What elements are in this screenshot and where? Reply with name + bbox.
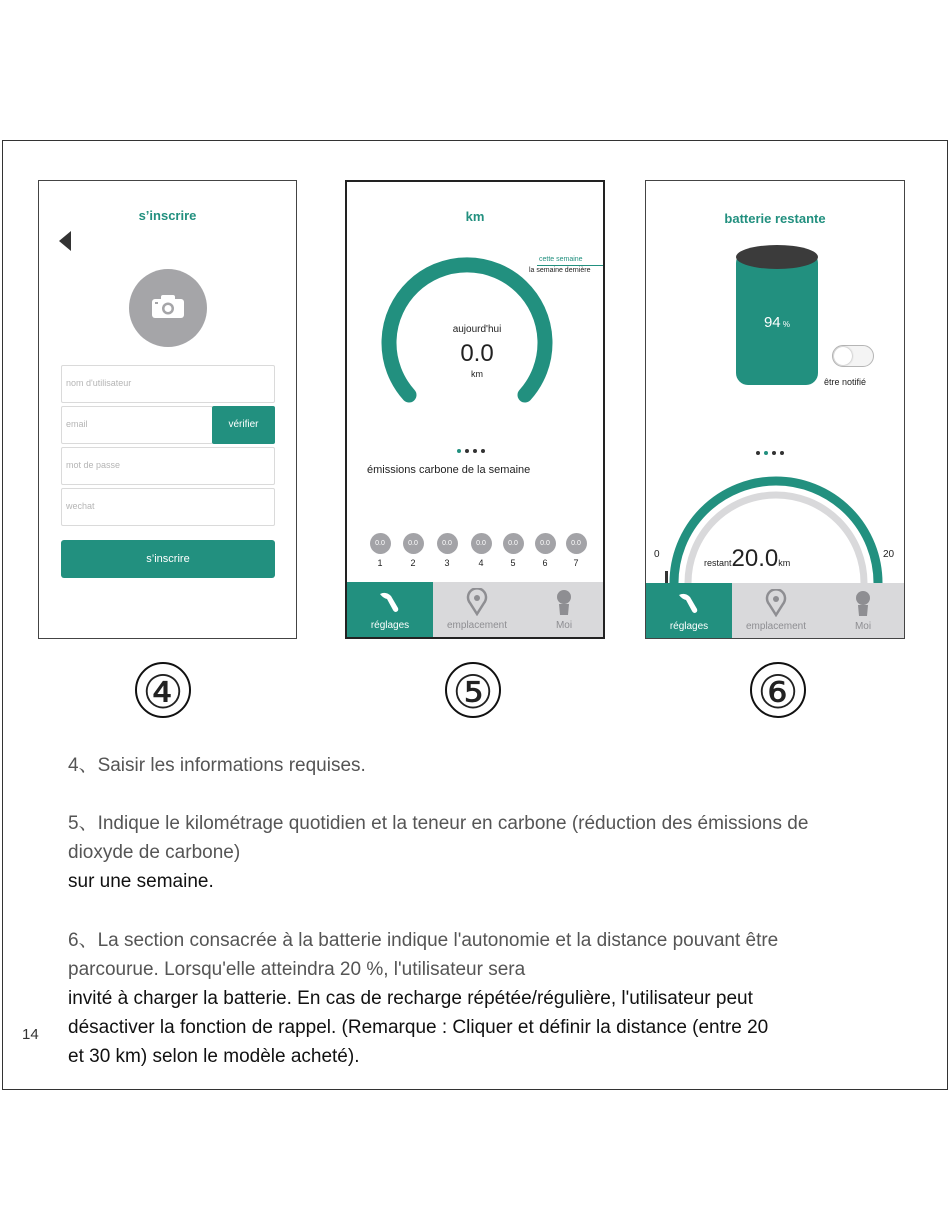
wrench-icon	[377, 588, 403, 614]
wechat-field[interactable]: wechat	[61, 488, 275, 526]
today-label: aujourd'hui	[452, 324, 502, 335]
gauge-max: 20	[883, 549, 895, 560]
step-5-text-line3: sur une semaine.	[68, 871, 214, 892]
screen-title: s’inscrire	[138, 208, 197, 223]
tab-bar	[646, 583, 904, 638]
notify-toggle[interactable]	[832, 345, 874, 367]
location-pin-icon	[466, 588, 488, 616]
step-6-text-line1: 6、La section consacrée à la batterie indique l'autonomie et la distance pouvant être	[68, 930, 779, 951]
tab-settings[interactable]: réglages	[347, 582, 433, 637]
user-icon	[553, 588, 575, 616]
location-pin-icon	[765, 589, 787, 617]
day-4[interactable]: 0.0 4	[470, 533, 492, 568]
day-1[interactable]: 0.0 1	[369, 533, 391, 568]
step-6-text-line3: invité à charger la batterie. En cas de recharge répétée/régulière, l'utilisateur peut	[68, 988, 753, 1009]
gauge-min: 0	[654, 549, 660, 560]
back-arrow-icon[interactable]	[59, 231, 71, 251]
remaining-readout: restant20.0km	[704, 545, 791, 572]
today-unit: km	[471, 369, 483, 379]
step-number-6: ⑥	[750, 662, 806, 718]
battery-cap	[736, 245, 818, 269]
page-indicator	[754, 447, 786, 457]
signup-screen	[38, 180, 297, 639]
day-2[interactable]: 0.0 2	[402, 533, 424, 568]
verify-button[interactable]: vérifier	[212, 406, 275, 444]
signup-button[interactable]: s’inscrire	[61, 540, 275, 578]
today-value: 0.0	[460, 340, 494, 367]
screen-title: km	[465, 209, 485, 224]
day-6[interactable]: 0.0 6	[534, 533, 556, 568]
day-5[interactable]: 0.0 5	[502, 533, 524, 568]
weekly-emissions-title: émissions carbone de la semaine	[367, 464, 531, 476]
tab-settings[interactable]: réglages	[646, 583, 732, 638]
tab-location[interactable]: emplacement	[433, 582, 521, 637]
km-screen	[345, 180, 605, 639]
step-4-text: 4、Saisir les informations requises.	[68, 755, 366, 776]
legend-this-week[interactable]: cette semaine	[539, 256, 583, 263]
step-5-text-line2: dioxyde de carbone)	[68, 842, 241, 863]
day-7[interactable]: 0.0 7	[565, 533, 587, 568]
step-6-text-line5: et 30 km) selon le modèle acheté).	[68, 1046, 360, 1067]
step-6-text-line4: désactiver la fonction de rappel. (Remarque : Cliquer et définir la distance (entre 20	[68, 1017, 769, 1038]
avatar-upload[interactable]	[129, 269, 207, 347]
password-field[interactable]: mot de passe	[61, 447, 275, 485]
day-3[interactable]: 0.0 3	[436, 533, 458, 568]
battery-percent: 94 %	[763, 314, 791, 331]
battery-screen	[645, 180, 905, 639]
camera-icon	[151, 295, 185, 319]
page-indicator	[455, 445, 487, 455]
user-icon	[852, 589, 874, 617]
tab-bar	[347, 582, 603, 637]
tab-me[interactable]: Moi	[820, 583, 905, 638]
tab-location[interactable]: emplacement	[732, 583, 820, 638]
email-field[interactable]: email	[61, 406, 213, 444]
step-number-4: ④	[135, 662, 191, 718]
page-number: 14	[22, 1026, 39, 1043]
step-5-text-line1: 5、Indique le kilométrage quotidien et la teneur en carbone (réduction des émissions de	[68, 813, 809, 834]
username-field[interactable]: nom d'utilisateur	[61, 365, 275, 403]
screen-title: batterie restante	[724, 211, 826, 226]
step-number-5: ⑤	[445, 662, 501, 718]
step-6-text-line2: parcourue. Lorsqu'elle atteindra 20 %, l'utilisateur sera	[68, 959, 526, 980]
notify-label: être notifié	[824, 377, 867, 387]
wrench-icon	[676, 589, 702, 615]
legend-last-week[interactable]: la semaine dernière	[529, 267, 591, 274]
tab-me[interactable]: Moi	[521, 582, 605, 637]
